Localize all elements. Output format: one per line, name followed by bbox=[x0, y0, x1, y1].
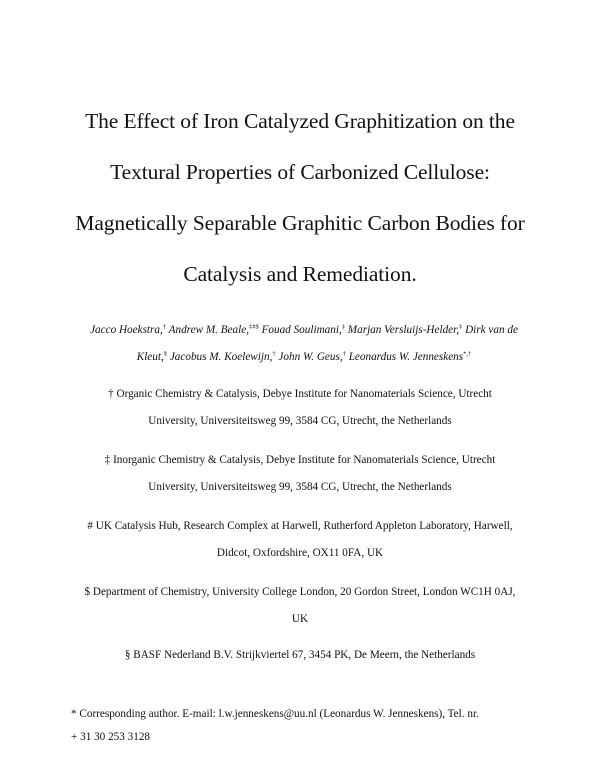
author-name: Marjan Versluijs-Helder, bbox=[347, 324, 460, 336]
author-name: Leonardus W. Jenneskens bbox=[348, 350, 464, 363]
corresponding-line: + 31 30 253 3128 bbox=[71, 731, 151, 743]
affiliation-line: $ Department of Chemistry, University College London, 20 Gordon Street, London WC1H 0AJ, bbox=[84, 586, 516, 598]
affiliation-uk-catalysis-hub bbox=[60, 513, 540, 567]
author-affiliation-mark: ‡ bbox=[459, 323, 463, 331]
author-affiliation-mark: ‡#$ bbox=[249, 323, 259, 331]
author-affiliation-mark: † bbox=[162, 323, 167, 331]
affiliation-basf bbox=[60, 642, 540, 669]
author-name: Kleut, bbox=[136, 350, 164, 363]
affiliation-inorganic-chemistry bbox=[60, 447, 540, 501]
author-name: Dirk van de bbox=[465, 324, 518, 336]
author-line-1 bbox=[60, 317, 548, 344]
affiliation-line: † Organic Chemistry & Catalysis, Debye Institute for Nanomaterials Science, Utrecht bbox=[108, 388, 492, 400]
author-list bbox=[60, 317, 548, 370]
author-name: Andrew M. Beale, bbox=[168, 324, 250, 336]
corresponding-author-note bbox=[71, 703, 551, 749]
author-name: Jacobus M. Koelewijn, bbox=[169, 350, 273, 363]
author-name: Fouad Soulimani, bbox=[261, 324, 342, 336]
affiliation-line: ‡ Inorganic Chemistry & Catalysis, Debye Institute for Nanomaterials Science, Utrecht bbox=[104, 454, 496, 466]
title-line: The Effect of Iron Catalyzed Graphitization on the bbox=[85, 109, 515, 133]
affiliation-line: § BASF Nederland B.V. Strijkviertel 67, 3454 PK, De Meern, the Netherlands bbox=[124, 649, 476, 661]
author-name: John W. Geus, bbox=[278, 350, 343, 363]
affiliation-line: UK bbox=[291, 613, 309, 625]
author-affiliation-mark: § bbox=[163, 349, 168, 357]
title-line: Textural Properties of Carbonized Cellulose: bbox=[110, 160, 490, 184]
author-affiliation-mark: *,† bbox=[463, 349, 472, 357]
affiliation-organic-chemistry bbox=[60, 381, 540, 435]
affiliation-line: University, Universiteitsweg 99, 3584 CG, Utrecht, the Netherlands bbox=[148, 481, 452, 493]
affiliation-line: University, Universiteitsweg 99, 3584 CG, Utrecht, the Netherlands bbox=[148, 415, 452, 427]
author-affiliation-mark: ‡ bbox=[341, 323, 345, 331]
author-affiliation-mark: † bbox=[272, 349, 276, 357]
affiliation-line: # UK Catalysis Hub, Research Complex at Harwell, Rutherford Appleton Laboratory, Harwell, bbox=[87, 520, 513, 532]
title-line: Magnetically Separable Graphitic Carbon Bodies for bbox=[75, 211, 525, 235]
affiliation-line: Didcot, Oxfordshire, OX11 0FA, UK bbox=[216, 547, 384, 559]
affiliation-ucl-chemistry bbox=[60, 579, 540, 633]
corresponding-line: * Corresponding author. E-mail: l.w.jenneskens@uu.nl (Leonardus W. Jenneskens), Tel. nr. bbox=[71, 708, 479, 720]
author-affiliation-mark: † bbox=[342, 349, 346, 357]
author-line-2 bbox=[60, 344, 548, 371]
author-name: Jacco Hoekstra, bbox=[90, 324, 163, 336]
paper-title bbox=[40, 96, 560, 300]
title-line: Catalysis and Remediation. bbox=[183, 262, 417, 286]
